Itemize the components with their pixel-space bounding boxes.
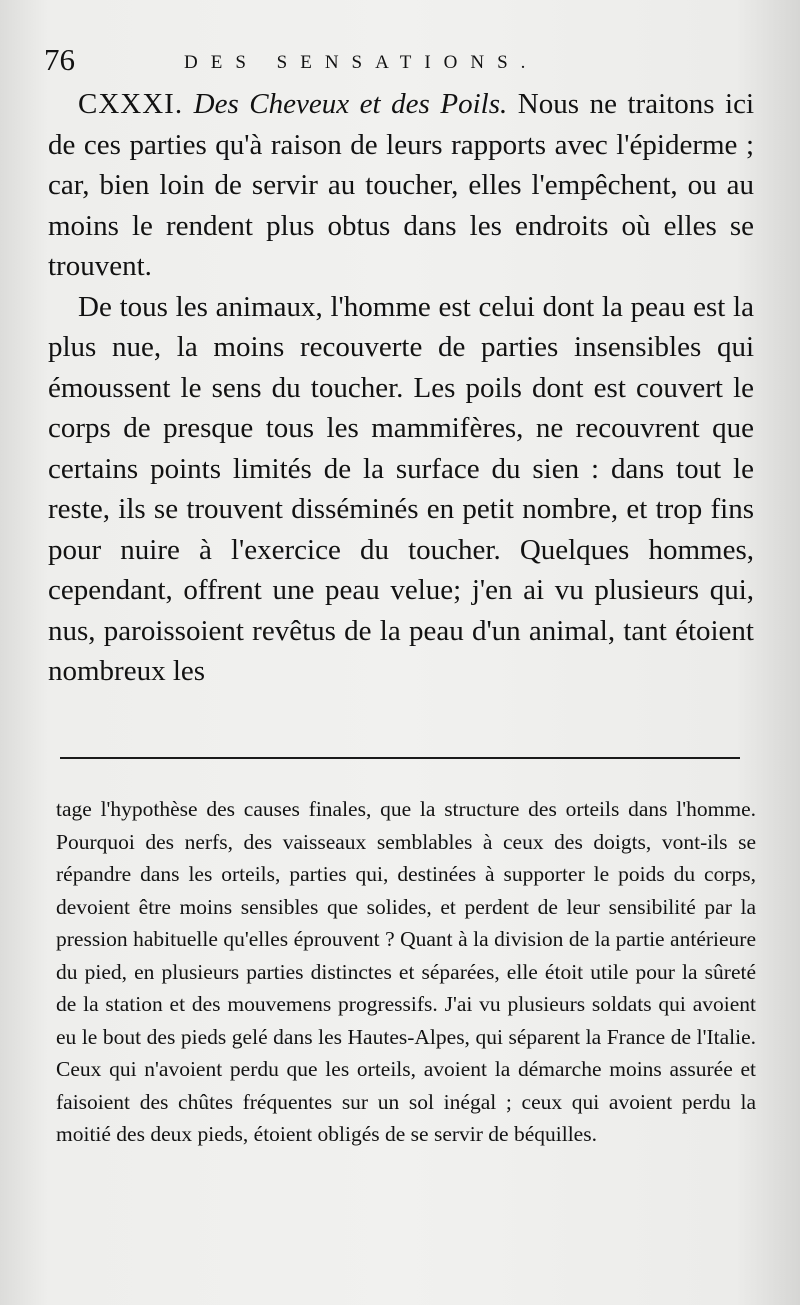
- paragraph-1-text: Nous ne traitons ici de ces parties qu'à raison de leurs rapports avec l'épiderme ; car, bien loin de servir au toucher, elles l'empêchent, ou au moins le rendent plus obtus dans les endroits où elles se trouvent.: [48, 88, 755, 282]
- paragraph-2: De tous les animaux, l'homme est celui dont la peau est la plus nue, la moins recouverte de parties insensibles qui émoussent le sens du toucher. Les poils dont est couvert le corps de presque tous les mammifères, ne recouvrent que certains points limités de la surface du sien : dans tout le reste, ils se trouvent disséminés en petit nombre, et trop fins pour nuire à l'exercice du toucher. Quelques hommes, cependant, offrent une peau velue; j'en ai vu plusieurs qui, nus, paroissoient revêtus de la peau d'un animal, tant étoient nombreux les: [48, 290, 754, 687]
- footnote-text: tage l'hypothèse des causes finales, que la structure des orteils dans l'homme. Pourquoi des nerfs, des vaisseaux semblables à ceux des doigts, vont-ils se répandre dans les orteils, parties qui, destinées à supporter le poids du corps, devoient être moins sensibles que solides, et perdent de leur sensibilité par la pression habituelle qu'elles éprouvent ? Quant à la division de la partie antérieure du pied, en plusieurs parties distinctes et séparées, elle étoit utile pour la sûreté de la station et des mouvemens progressifs. J'ai vu plusieurs soldats qui avoient eu le bout des pieds gelé dans les Hautes-Alpes, qui séparent la France de l'Italie. Ceux qui n'avoient perdu que les orteils, avoient la démarche moins assurée et faisoient des chûtes fréquentes sur un sol inégal ; ceux qui avoient perdu la moitié des deux pieds, étoient obligés de se servir de béquilles.: [56, 797, 756, 1146]
- section-title: Des Cheveux et des Poils.: [193, 88, 508, 120]
- running-head: DES SENSATIONS.: [184, 52, 539, 73]
- footnote-divider: [60, 757, 740, 759]
- section-number: CXXXI.: [78, 88, 184, 120]
- main-text: [48, 84, 754, 692]
- paragraph-1: [48, 84, 754, 287]
- page-header: [44, 42, 752, 82]
- footnote: [56, 793, 756, 1151]
- page-number: 76: [44, 42, 75, 77]
